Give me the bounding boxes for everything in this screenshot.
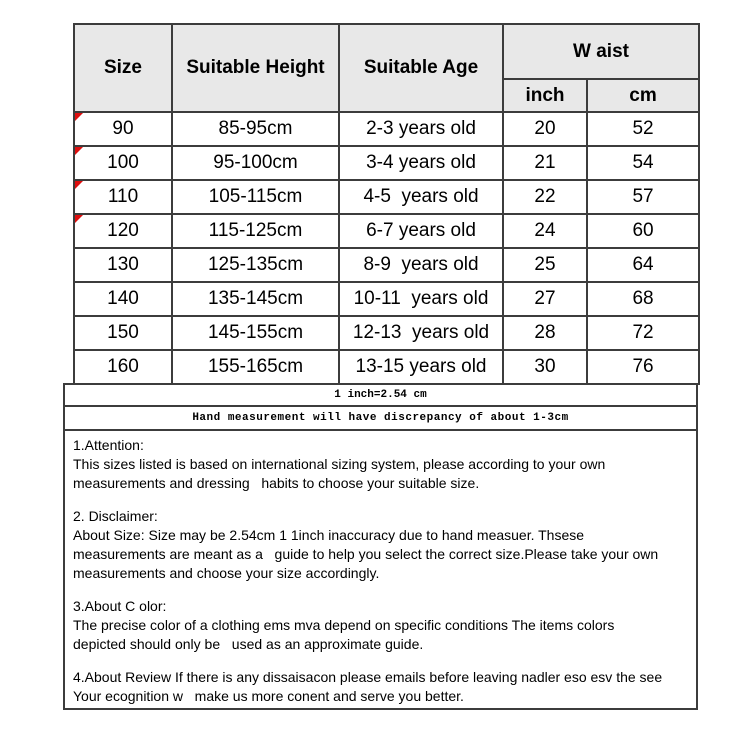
column-header-waist-inch: inch: [503, 79, 587, 112]
conversion-note-row: [63, 383, 698, 407]
note-title: 1.Attention:: [73, 437, 144, 453]
note-line: About Size: Size may be 2.54cm 1 1inch inaccuracy due to hand measuer. Thsese: [73, 527, 585, 543]
waist-cm-cell: 76: [587, 350, 699, 384]
comment-flag-icon: [75, 181, 83, 189]
waist-inch-cell: 25: [503, 248, 587, 282]
table-row: [74, 180, 699, 214]
note-title: 4.About Review If there is any dissaisacon please emails before leaving nadler eso esv the see: [73, 669, 663, 685]
size-chart-table: [73, 23, 700, 385]
waist-cm-cell: 52: [587, 112, 699, 146]
note-line: depicted should only be used as an approximate guide.: [73, 636, 424, 652]
waist-inch-cell: 24: [503, 214, 587, 248]
size-value: 150: [107, 322, 139, 343]
table-row: [74, 350, 699, 384]
waist-cm-cell: 72: [587, 316, 699, 350]
note-title: 2. Disclaimer:: [73, 508, 158, 524]
age-cell: 8-9 years old: [339, 248, 503, 282]
table-row: [74, 214, 699, 248]
age-cell: 2-3 years old: [339, 112, 503, 146]
size-chart-sheet: [63, 23, 698, 710]
note-review: [73, 668, 688, 706]
waist-cm-cell: 60: [587, 214, 699, 248]
measurement-note-row: [63, 405, 698, 431]
note-title: 3.About C olor:: [73, 598, 167, 614]
comment-flag-icon: [75, 147, 83, 155]
size-value: 110: [107, 186, 139, 207]
size-value: 140: [107, 288, 139, 309]
note-line: The precise color of a clothing ems mva depend on specific conditions The items colors: [73, 617, 615, 633]
height-cell: 105-115cm: [172, 180, 339, 214]
waist-inch-cell: 20: [503, 112, 587, 146]
height-cell: 125-135cm: [172, 248, 339, 282]
waist-inch-cell: 30: [503, 350, 587, 384]
height-cell: 85-95cm: [172, 112, 339, 146]
column-header-waist: W aist: [503, 24, 699, 79]
note-disclaimer: [73, 507, 688, 583]
waist-inch-cell: 21: [503, 146, 587, 180]
note-line: measurements are meant as a guide to help you select the correct size.Please take your own: [73, 546, 659, 562]
comment-flag-icon: [75, 215, 83, 223]
column-header-size: Size: [74, 24, 172, 112]
height-cell: 155-165cm: [172, 350, 339, 384]
age-cell: 4-5 years old: [339, 180, 503, 214]
table-row: [74, 146, 699, 180]
age-cell: 12-13 years old: [339, 316, 503, 350]
table-row: [74, 282, 699, 316]
waist-cm-cell: 57: [587, 180, 699, 214]
measurement-note-text: Hand measurement will have discrepancy of about 1-3cm: [192, 412, 569, 424]
table-row: [74, 316, 699, 350]
table-row: [74, 248, 699, 282]
size-value: 130: [107, 254, 139, 275]
age-cell: 6-7 years old: [339, 214, 503, 248]
age-cell: 13-15 years old: [339, 350, 503, 384]
note-attention: [73, 436, 688, 493]
size-value: 100: [107, 152, 139, 173]
note-line: This sizes listed is based on international sizing system, please according to your own: [73, 456, 606, 472]
height-cell: 115-125cm: [172, 214, 339, 248]
height-cell: 145-155cm: [172, 316, 339, 350]
notes-section: [63, 429, 698, 710]
size-cell: [74, 316, 172, 350]
column-header-waist-cm: cm: [587, 79, 699, 112]
size-cell: [74, 282, 172, 316]
age-cell: 3-4 years old: [339, 146, 503, 180]
size-cell: [74, 146, 172, 180]
waist-cm-cell: 64: [587, 248, 699, 282]
size-cell: [74, 180, 172, 214]
waist-inch-cell: 22: [503, 180, 587, 214]
age-cell: 10-11 years old: [339, 282, 503, 316]
table-row: [74, 112, 699, 146]
size-value: 160: [107, 356, 139, 377]
size-cell: [74, 112, 172, 146]
size-value: 120: [107, 220, 139, 241]
waist-inch-cell: 27: [503, 282, 587, 316]
comment-flag-icon: [75, 113, 83, 121]
size-cell: [74, 214, 172, 248]
waist-inch-cell: 28: [503, 316, 587, 350]
waist-cm-cell: 68: [587, 282, 699, 316]
header-row: [74, 24, 699, 79]
size-value: 90: [112, 118, 134, 139]
note-color: [73, 597, 688, 654]
waist-cm-cell: 54: [587, 146, 699, 180]
conversion-note-text: 1 inch=2.54 cm: [334, 389, 427, 401]
height-cell: 95-100cm: [172, 146, 339, 180]
note-line: measurements and choose your size accordingly.: [73, 565, 380, 581]
height-cell: 135-145cm: [172, 282, 339, 316]
column-header-age: Suitable Age: [339, 24, 503, 112]
note-line: Your ecognition w make us more conent and serve you better.: [73, 688, 464, 704]
note-line: measurements and dressing habits to choose your suitable size.: [73, 475, 480, 491]
size-cell: [74, 350, 172, 384]
column-header-height: Suitable Height: [172, 24, 339, 112]
size-cell: [74, 248, 172, 282]
